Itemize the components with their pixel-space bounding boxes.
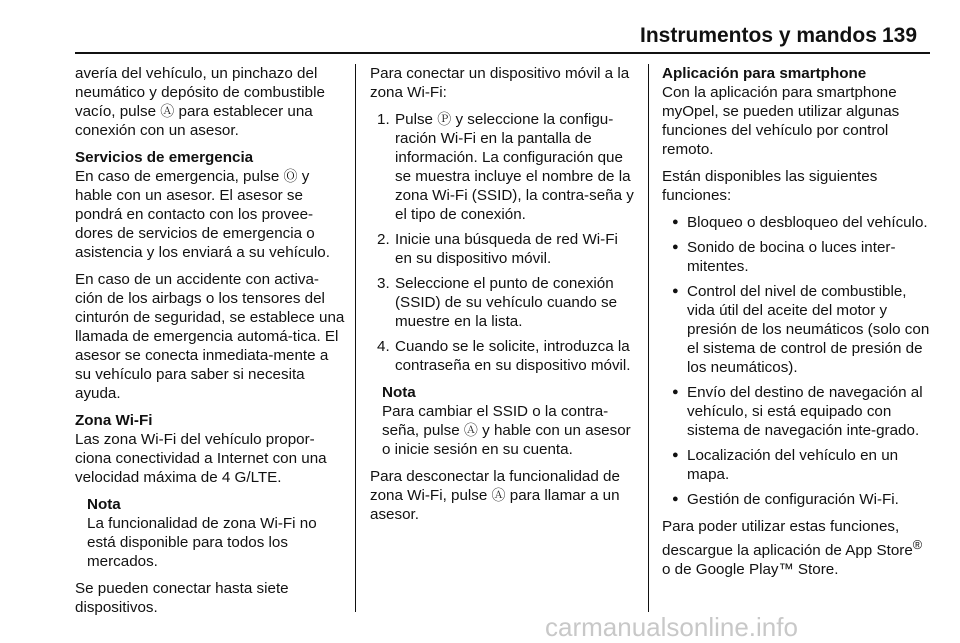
list-item — [370, 337, 636, 375]
note-text — [382, 402, 636, 459]
heading-smartphone-app: Aplicación para smartphone — [662, 65, 867, 82]
paragraph-functions: Están disponibles las siguientes funciones: — [662, 168, 878, 204]
paragraph-download — [662, 517, 932, 579]
column-divider-1 — [355, 64, 356, 612]
note-wifi-availability — [87, 495, 345, 571]
page-number: 139 — [882, 24, 918, 47]
list-item: ● Control del nivel de combustible, vida útil del aceite del motor y presión de los neumáticos (solo con el sistema de control de presión de los neumáticos). — [662, 282, 932, 377]
heading-emergency-services: Servicios de emergencia — [75, 149, 254, 166]
text: para llamar a un asesor. — [370, 487, 620, 523]
text: En caso de emergencia, pulse — [75, 168, 284, 185]
column-3 — [662, 64, 932, 587]
header-rule — [75, 52, 930, 54]
column-divider-2 — [648, 64, 649, 612]
step-number: 4. — [377, 338, 390, 355]
button-icon: Ⓐ — [491, 487, 506, 503]
functions-list — [662, 213, 932, 509]
service-icon: Ⓟ — [437, 111, 452, 127]
list-item: ● Sonido de bocina o luces inter-mitentes. — [662, 238, 932, 276]
text: Para desconectar la funcionalidad de zona Wi-Fi, pulse — [370, 468, 620, 504]
text: Inicie una búsqueda de red Wi-Fi en su dispositivo móvil. — [395, 231, 618, 267]
list-item — [370, 110, 636, 224]
paragraph-connect-intro: Para conectar un dispositivo móvil a la zona Wi-Fi: — [370, 65, 630, 101]
text: Seleccione el punto de conexión (SSID) de su vehículo cuando se muestre en la lista. — [395, 275, 618, 330]
step-number: 3. — [377, 275, 390, 292]
text: Para cambiar el SSID o la contra-seña, pulse — [382, 403, 609, 439]
note-ssid — [382, 383, 636, 459]
heading-wifi-zone: Zona Wi-Fi — [75, 412, 153, 429]
note-heading: Nota — [382, 384, 416, 401]
paragraph-app-intro: Con la aplicación para smartphone myOpel, se pueden utilizar algunas funciones del vehículo por control remoto. — [662, 84, 900, 158]
text: y hable con un asesor. El asesor se pondrá en contacto con los provee-dores de servicios de emergencia o asistencia y los enviará a su vehículo. — [75, 168, 330, 261]
paragraph-breakdown — [75, 64, 345, 140]
watermark: carmanualsonline.info — [545, 612, 798, 642]
text: Cuando se le solicite, introduzca la contraseña en su dispositivo móvil. — [395, 338, 631, 374]
paragraph-emergency — [75, 167, 345, 262]
text: y hable con un asesor o inicie sesión en su cuenta. — [382, 422, 631, 458]
list-item: ● Bloqueo o desbloqueo del vehículo. — [662, 213, 932, 232]
list-item: ● Gestión de configuración Wi-Fi. — [662, 490, 932, 509]
column-2 — [370, 64, 636, 532]
sos-icon: Ⓞ — [283, 168, 298, 184]
paragraph-wifi: Las zona Wi-Fi del vehículo propor-ciona conectividad a Internet con una velocidad máxima de 4 G/LTE. — [75, 431, 327, 486]
note-heading: Nota — [87, 496, 121, 513]
text: y seleccione la configu-ración Wi-Fi en la pantalla de información. La configuración que se muestra incluye el nombre de la zona Wi-Fi (SSID), la contra-seña y el tipo de conexión. — [395, 111, 634, 223]
list-item: ● Envío del destino de navegación al vehículo, si está equipado con sistema de navegación inte-grado. — [662, 383, 932, 440]
steps-list — [370, 110, 636, 375]
text: avería del vehículo, un pinchazo del neumático y depósito de combustible vacío, pulse — [75, 65, 325, 120]
step-number: 1. — [377, 111, 390, 128]
text: Para poder utilizar estas funciones, descargue la aplicación de App Store — [662, 518, 913, 560]
note-text: La funcionalidad de zona Wi-Fi no está disponible para todos los mercados. — [87, 515, 317, 570]
list-item: ● Localización del vehículo en un mapa. — [662, 446, 932, 484]
paragraph-accident: En caso de un accidente con activa-ción de los airbags o los tensores del cinturón de seguridad, se establece una llamada de emergencia automá-tica. El asesor se conecta inmediata-mente a su vehículo para saber si necesita ayuda. — [75, 271, 345, 402]
list-item — [370, 230, 636, 268]
button-icon: Ⓐ — [463, 422, 478, 438]
column-1 — [75, 64, 345, 625]
step-number: 2. — [377, 231, 390, 248]
button-icon: Ⓐ — [160, 103, 175, 119]
page-title: Instrumentos y mandos — [640, 24, 877, 47]
list-item — [370, 274, 636, 331]
text: Pulse — [395, 111, 438, 128]
registered-mark: ® — [912, 538, 923, 552]
paragraph-disconnect — [370, 467, 636, 524]
text: o de Google Play™ Store. — [662, 561, 839, 579]
text: para establecer una conexión con un asesor. — [75, 103, 313, 139]
paragraph-devices: Se pueden conectar hasta siete dispositivos. — [75, 580, 289, 616]
